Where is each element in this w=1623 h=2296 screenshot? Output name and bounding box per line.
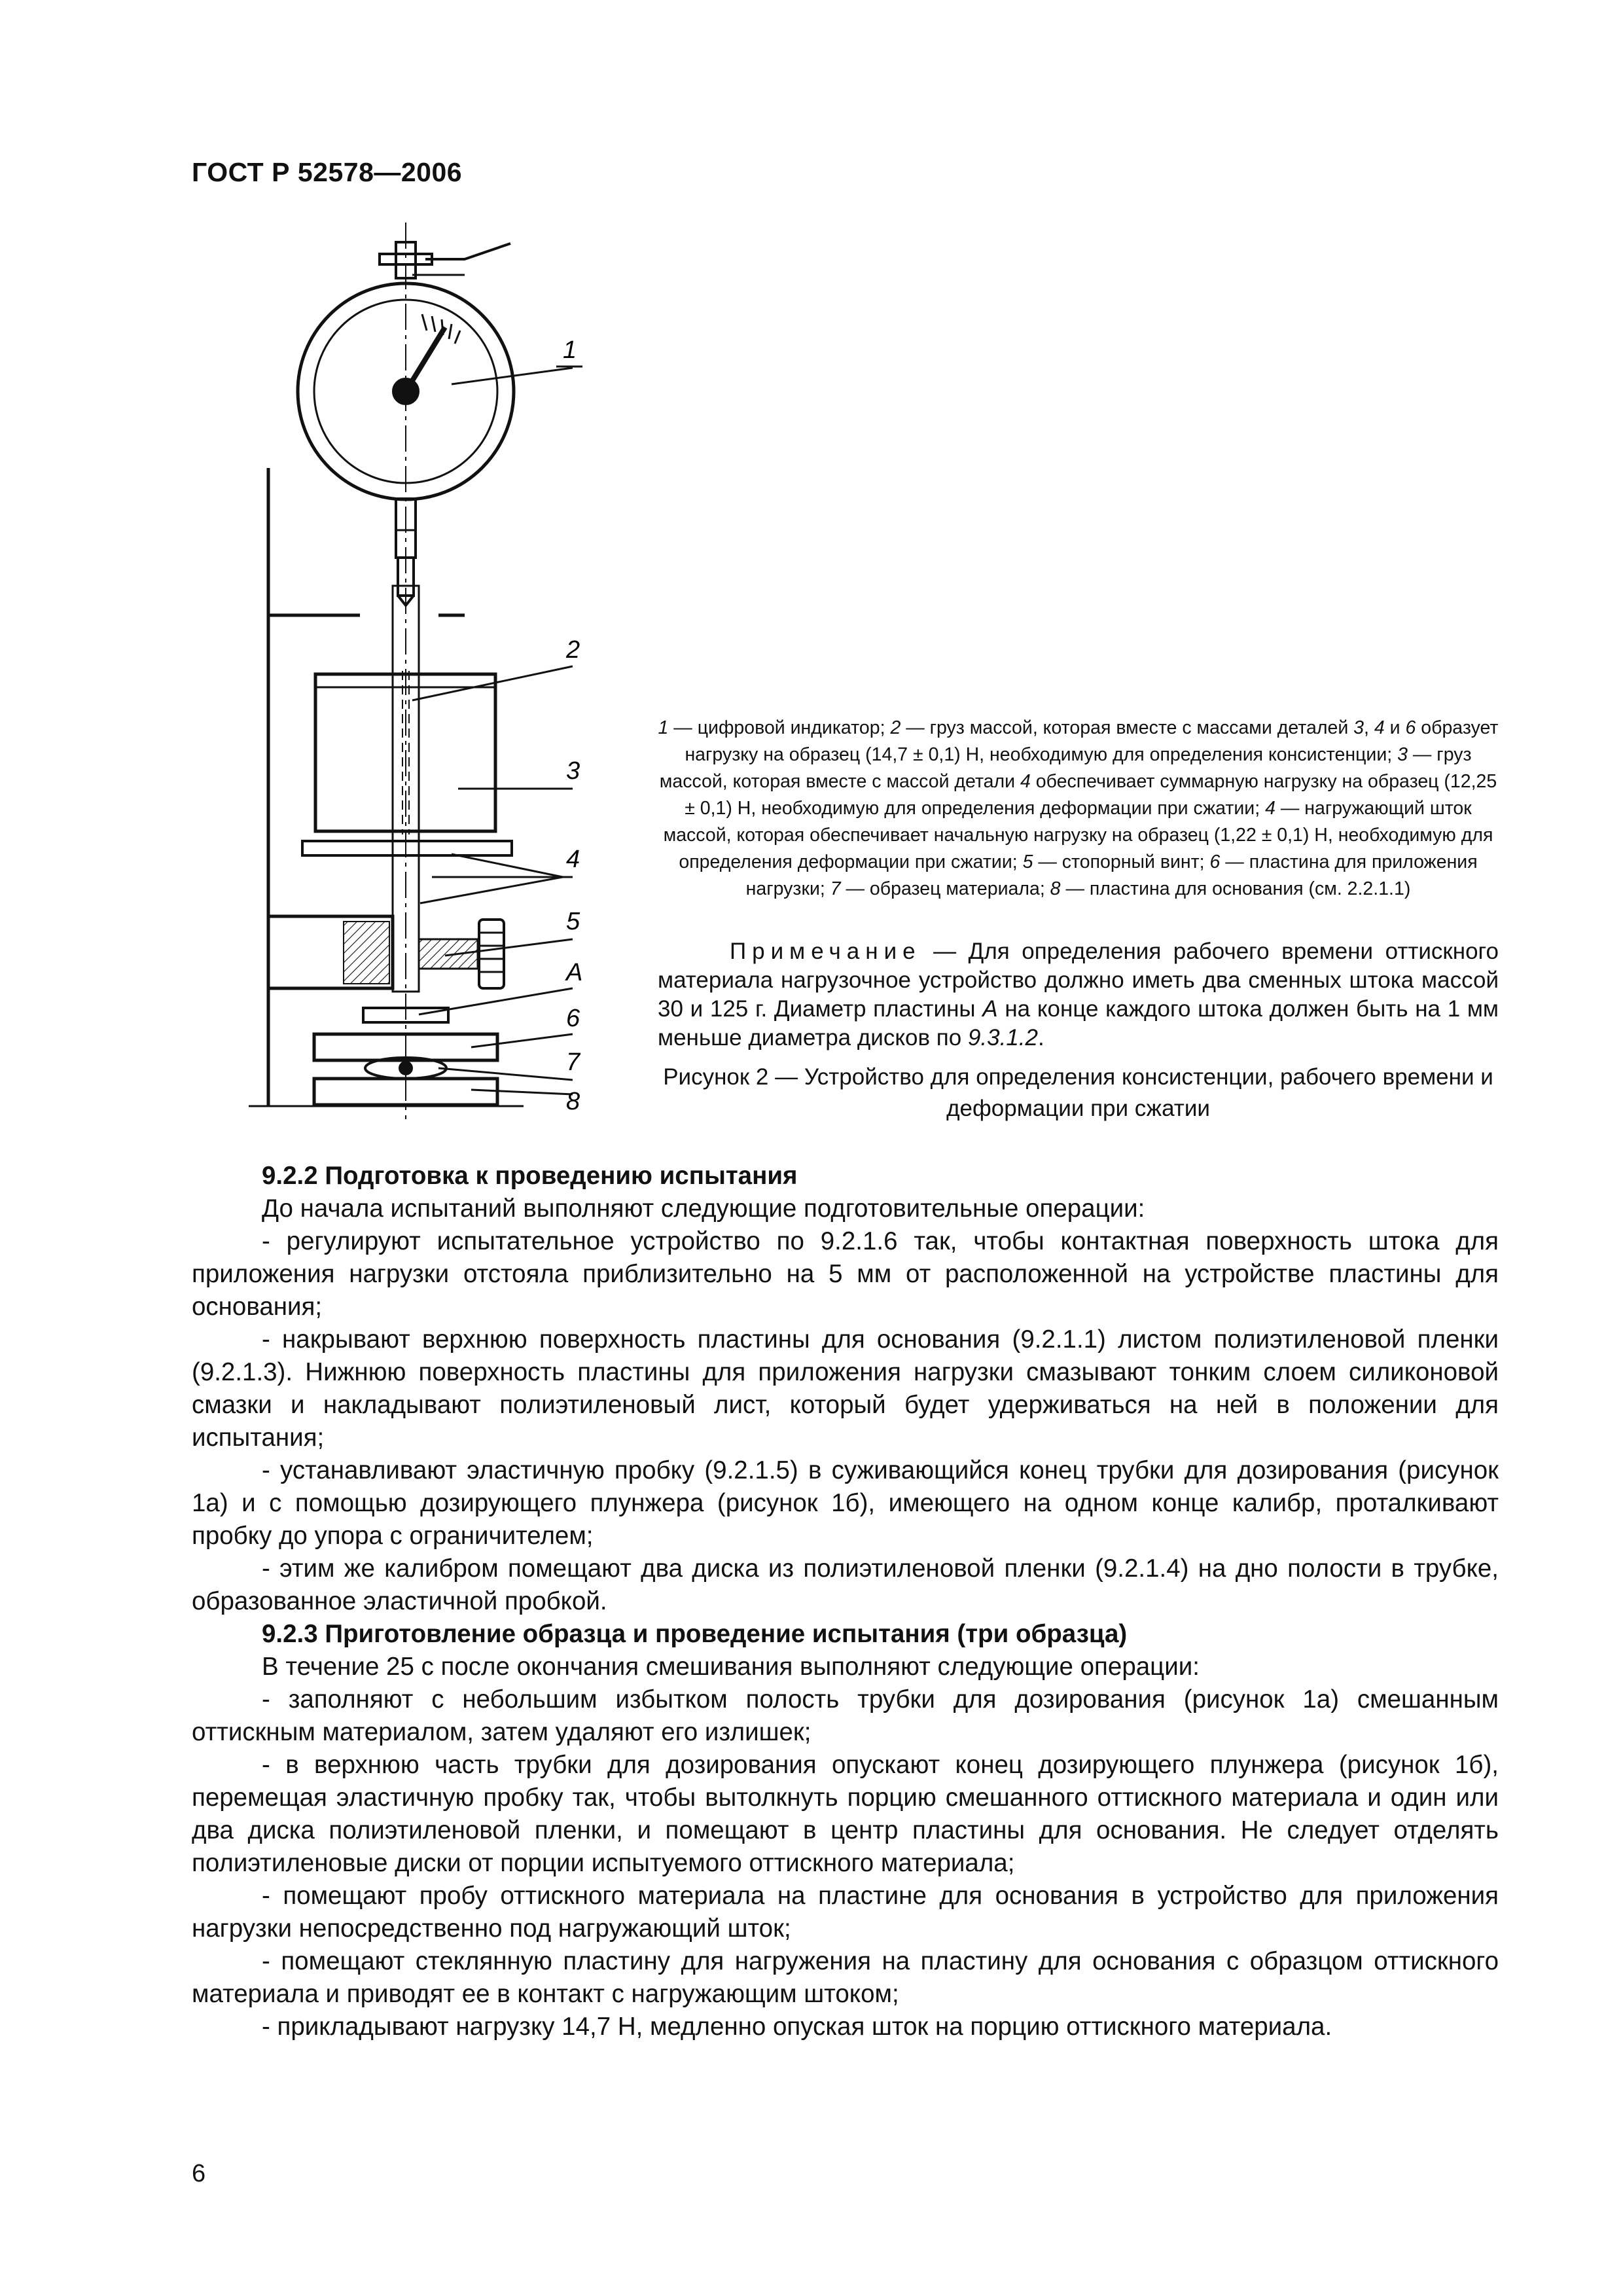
legend-text: — образец материала; bbox=[840, 878, 1050, 899]
paragraph: - заполняют с небольшим избытком полость трубки для дозирования (рисунок 1а) смешанным оттискным материалом, затем удаляют его излишек; bbox=[192, 1685, 1499, 1746]
weight-plate bbox=[302, 841, 512, 855]
legend-num: 4 bbox=[1265, 798, 1275, 819]
legend-text: — цифровой индикатор; bbox=[668, 717, 891, 738]
figure-label-6: 6 bbox=[566, 1005, 580, 1032]
dial-needle bbox=[406, 327, 445, 391]
paragraph: До начала испытаний выполняют следующие подготовительные операции: bbox=[262, 1194, 1145, 1223]
figure-note bbox=[658, 937, 1499, 1052]
legend-num: 2 bbox=[890, 717, 901, 738]
legend-num: 4 bbox=[1020, 771, 1031, 792]
figure-legend bbox=[658, 715, 1499, 903]
legend-text: и bbox=[1384, 717, 1406, 738]
paragraph: - регулируют испытательное устройство по 9.2.1.6 так, чтобы контактная поверхность штока для приложения нагрузки отстояла приблизительно на 5 мм от расположенной на устройстве пластины для основания; bbox=[192, 1227, 1499, 1321]
legend-text: — стопорный винт; bbox=[1033, 852, 1210, 872]
legend-text: — пластина для основания (см. 2.2.1.1) bbox=[1060, 878, 1411, 899]
body-text bbox=[192, 1160, 1499, 2043]
legend-num: 5 bbox=[1022, 852, 1033, 872]
legend-text: — груз массой, которая вместе с массами деталей bbox=[901, 717, 1354, 738]
note-label: Примечание bbox=[730, 939, 921, 964]
paragraph: В течение 25 с после окончания смешивания выполняют следующие операции: bbox=[262, 1653, 1200, 1681]
legend-num: 1 bbox=[658, 717, 669, 738]
paragraph: - в верхнюю часть трубки для дозирования опускают конец дозирующего плунжера (рисунок 1б), перемещая эластичную пробку так, чтобы вытолкнуть порцию смешанного оттискного материала и один или два диска полиэтиленовой пленки, и помещают в центр пластины для основания. Не следует отделять полиэтиленовые диски от порции испытуемого оттискного материала; bbox=[192, 1751, 1499, 1877]
note-text-c: . bbox=[1038, 1025, 1044, 1050]
figure-label-a: A bbox=[566, 959, 583, 986]
legend-num: 6 bbox=[1405, 717, 1416, 738]
legend-num: 3 bbox=[1397, 744, 1408, 765]
figure-label-3: 3 bbox=[566, 757, 580, 785]
figure-label-2: 2 bbox=[566, 636, 580, 664]
legend-text: — нагружающий шток массой, которая обеспечивает начальную нагрузку на образец (1,22 ± 0,1) Н, необходимую для определения деформации при сжатии; bbox=[663, 798, 1493, 872]
set-screw-knob bbox=[479, 920, 504, 988]
document-header: ГОСТ Р 52578—2006 bbox=[192, 157, 463, 187]
legend-num: 4 bbox=[1374, 717, 1385, 738]
paragraph: - помещают стеклянную пластину для нагружения на пластину для основания с образцом оттискного материала и приводят ее в контакт с нагружающим штоком; bbox=[192, 1947, 1499, 2008]
paragraph: - прикладывают нагрузку 14,7 Н, медленно опуская шток на порцию оттискного материала. bbox=[262, 2013, 1332, 2041]
note-letter: А bbox=[982, 996, 998, 1022]
set-screw bbox=[419, 939, 478, 969]
legend-num: 8 bbox=[1050, 878, 1061, 899]
legend-text: — груз массой, которая вместе с массой детали bbox=[659, 744, 1472, 792]
figure-label-5: 5 bbox=[566, 908, 580, 935]
figure-label-4: 4 bbox=[566, 846, 580, 873]
device-figure bbox=[249, 196, 641, 1132]
note-ref: 9.3.1.2 bbox=[967, 1025, 1038, 1050]
figure-label-7: 7 bbox=[566, 1049, 580, 1076]
note-text-b: на конце каждого штока должен быть на 1 мм меньше диаметра дисков по bbox=[658, 996, 1499, 1050]
legend-num: 3 bbox=[1353, 717, 1364, 738]
paragraph: - помещают пробу оттискного материала на пластине для основания в устройство для приложения нагрузки непосредственно под нагружающий шток; bbox=[192, 1882, 1499, 1943]
legend-text: обеспечивает суммарную нагрузку на образец (12,25 ± 0,1) Н, необходимую для определения деформации при сжатии; bbox=[685, 771, 1497, 819]
legend-text: , bbox=[1364, 717, 1374, 738]
figure-caption: Рисунок 2 — Устройство для определения консистенции, рабочего времени и деформации при сжатии bbox=[663, 1064, 1493, 1121]
paragraph: - устанавливают эластичную пробку (9.2.1.5) в суживающийся конец трубки для дозирования (рисунок 1а) и с помощью дозирующего плунжера (рисунок 1б), имеющего на одном конце калибр, проталкивают пробку до упора с ограничителем; bbox=[192, 1456, 1499, 1550]
paragraph: - накрывают верхнюю поверхность пластины для основания (9.2.1.1) листом полиэтиленовой пленки (9.2.1.3). Нижнюю поверхность пластины для приложения нагрузки смазывают тонким слоем силиконовой смазки и накладывают полиэтиленовый лист, который будет удерживаться на ней в положении для испытания; bbox=[192, 1325, 1499, 1452]
page-number: 6 bbox=[192, 2160, 206, 2187]
paragraph: - этим же калибром помещают два диска из полиэтиленовой пленки (9.2.1.4) на дно полости в трубке, образованное эластичной пробкой. bbox=[192, 1554, 1499, 1615]
figure-label-8: 8 bbox=[566, 1088, 580, 1115]
legend-text: образует нагрузку на образец (14,7 ± 0,1) Н, необходимую для определения консистенции; bbox=[685, 717, 1499, 765]
section-heading: 9.2.2 Подготовка к проведению испытания bbox=[262, 1162, 798, 1190]
legend-num: 6 bbox=[1209, 852, 1221, 872]
lever-arm bbox=[425, 243, 510, 259]
clamp-hatch bbox=[344, 922, 389, 984]
note-text-a: — Для определения рабочего времени оттискного материала нагрузочное устройство должно иметь два сменных штока массой 30 и 125 г. Диаметр пластины bbox=[658, 939, 1499, 1022]
figure-label-1: 1 bbox=[563, 336, 577, 364]
legend-text: — пластина для приложения нагрузки; bbox=[745, 852, 1478, 899]
legend-num: 7 bbox=[830, 878, 841, 899]
section-heading: 9.2.3 Приготовление образца и проведение испытания (три образца) bbox=[262, 1620, 1128, 1648]
